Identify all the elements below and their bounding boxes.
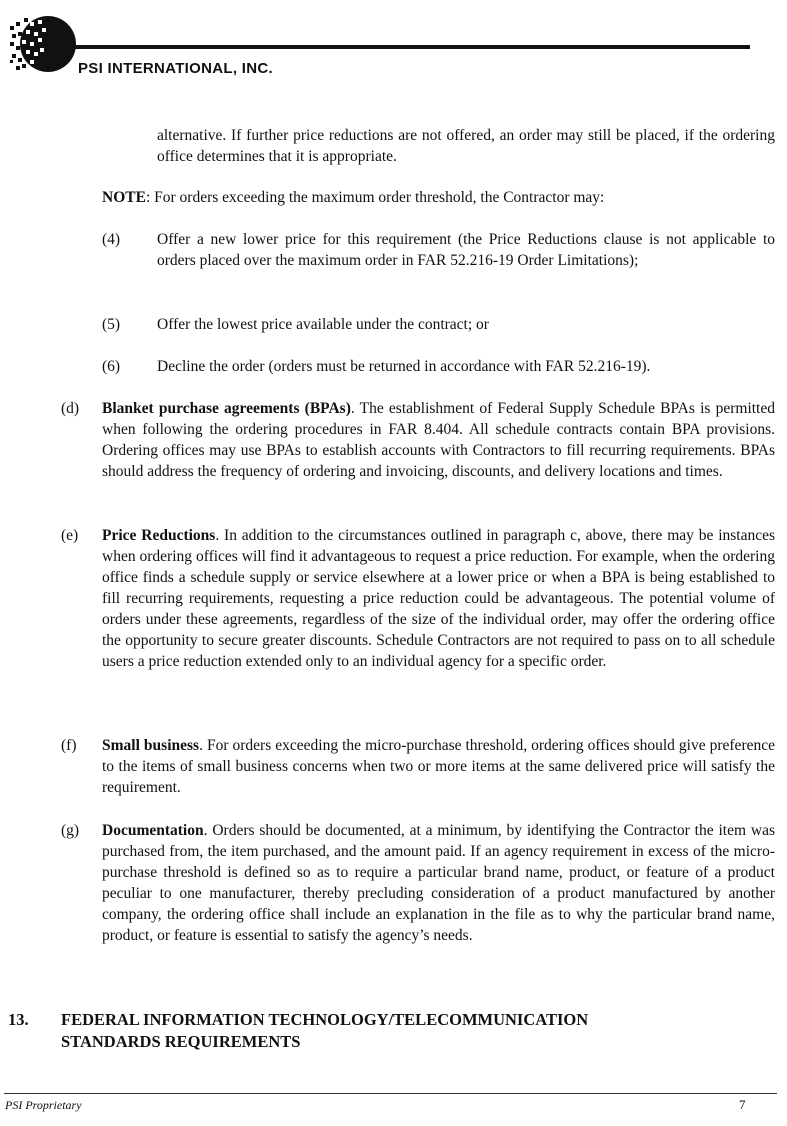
page-number: 7	[739, 1097, 746, 1112]
intro-paragraph: alternative. If further price reductions are not offered, an order may still be placed, if the ordering office determines that it is appropriate.	[157, 127, 775, 165]
section-d-text: . The establishment of Federal Supply Schedule BPAs is permitted when following the ordering procedures in FAR 8.404. All schedule contracts contain BPA provisions. Ordering offices may use BPAs to establish accounts with Contractors to fill recurring requirements. BPAs should address the frequency of ordering and invoicing, discounts, and delivery locations and times.	[102, 400, 775, 480]
section-e-title: Price Reductions	[102, 527, 216, 544]
section-d-title: Blanket purchase agreements (BPAs)	[102, 400, 351, 417]
section-g-paragraph	[102, 820, 775, 946]
section-d-paragraph	[102, 398, 775, 482]
section-e-text: . In addition to the circumstances outlined in paragraph c, above, there may be instances when ordering offices will find it advantageous to request a price reduction. For example, when the ordering office finds a schedule supply or service elsewhere at a lower price or when a BPA is being established to fill recurring requirements, requesting a price reduction could be advantageous. The potential volume of orders under these agreements, regardless of the size of the individual order, may offer the ordering office the opportunity to secure greater discounts. Schedule Contractors are not required to pass on to all schedule users a price reduction extended only to an individual agency for a specific order.	[102, 527, 776, 670]
section-13-title-line2: STANDARDS REQUIREMENTS	[61, 1032, 301, 1051]
note-text: : For orders exceeding the maximum order threshold, the Contractor may:	[145, 189, 605, 206]
section-label-f: (f)	[61, 737, 77, 754]
option-text: Offer the lowest price available under the contract; or	[157, 316, 489, 333]
section-g-text: . Orders should be documented, at a minimum, by identifying the Contractor the item was purchased from, the item purchased, and the amount paid. If an agency requirement in excess of the micro-purchase threshold is defined so as to require a particular brand name, product, or feature of a product peculiar to one manufacturer, thereby precluding consideration of a product manufactured by another company, the ordering office shall include an explanation in the file as to why the particular brand name, product, or feature is essential to satisfy the agency’s needs.	[102, 822, 775, 944]
section-13-title	[61, 1009, 588, 1053]
section-f-title: Small business	[102, 737, 200, 754]
section-label-e: (e)	[61, 527, 79, 544]
section-g-title: Documentation	[102, 822, 204, 839]
section-label-g: (g)	[61, 822, 80, 839]
note-label: NOTE	[102, 189, 146, 206]
option-number: (5)	[102, 316, 121, 333]
company-name: PSI INTERNATIONAL, INC.	[78, 60, 273, 77]
section-13-title-line1: FEDERAL INFORMATION TECHNOLOGY/TELECOMMUNICATION	[61, 1010, 589, 1029]
option-text: Offer a new lower price for this requirement (the Price Reductions clause is not applicable to orders placed over the maximum order in FAR 52.216-19 Order Limitations);	[157, 231, 775, 269]
option-number: (4)	[102, 231, 121, 248]
option-number: (6)	[102, 358, 121, 375]
section-e-paragraph	[102, 525, 775, 672]
footer-proprietary: PSI Proprietary	[5, 1098, 82, 1112]
section-13-number: 13.	[8, 1010, 29, 1029]
psi-globe-logo-icon	[8, 12, 76, 76]
header-rule	[72, 45, 750, 49]
note-paragraph	[102, 187, 775, 208]
footer-rule	[4, 1093, 777, 1094]
option-text: Decline the order (orders must be returned in accordance with FAR 52.216-19).	[157, 358, 651, 375]
section-f-paragraph	[102, 735, 775, 798]
section-label-d: (d)	[61, 400, 80, 417]
section-f-text: . For orders exceeding the micro-purchase threshold, ordering offices should give preference to the items of small business concerns when two or more items at the same delivered price will satisfy the requirement.	[102, 737, 775, 796]
